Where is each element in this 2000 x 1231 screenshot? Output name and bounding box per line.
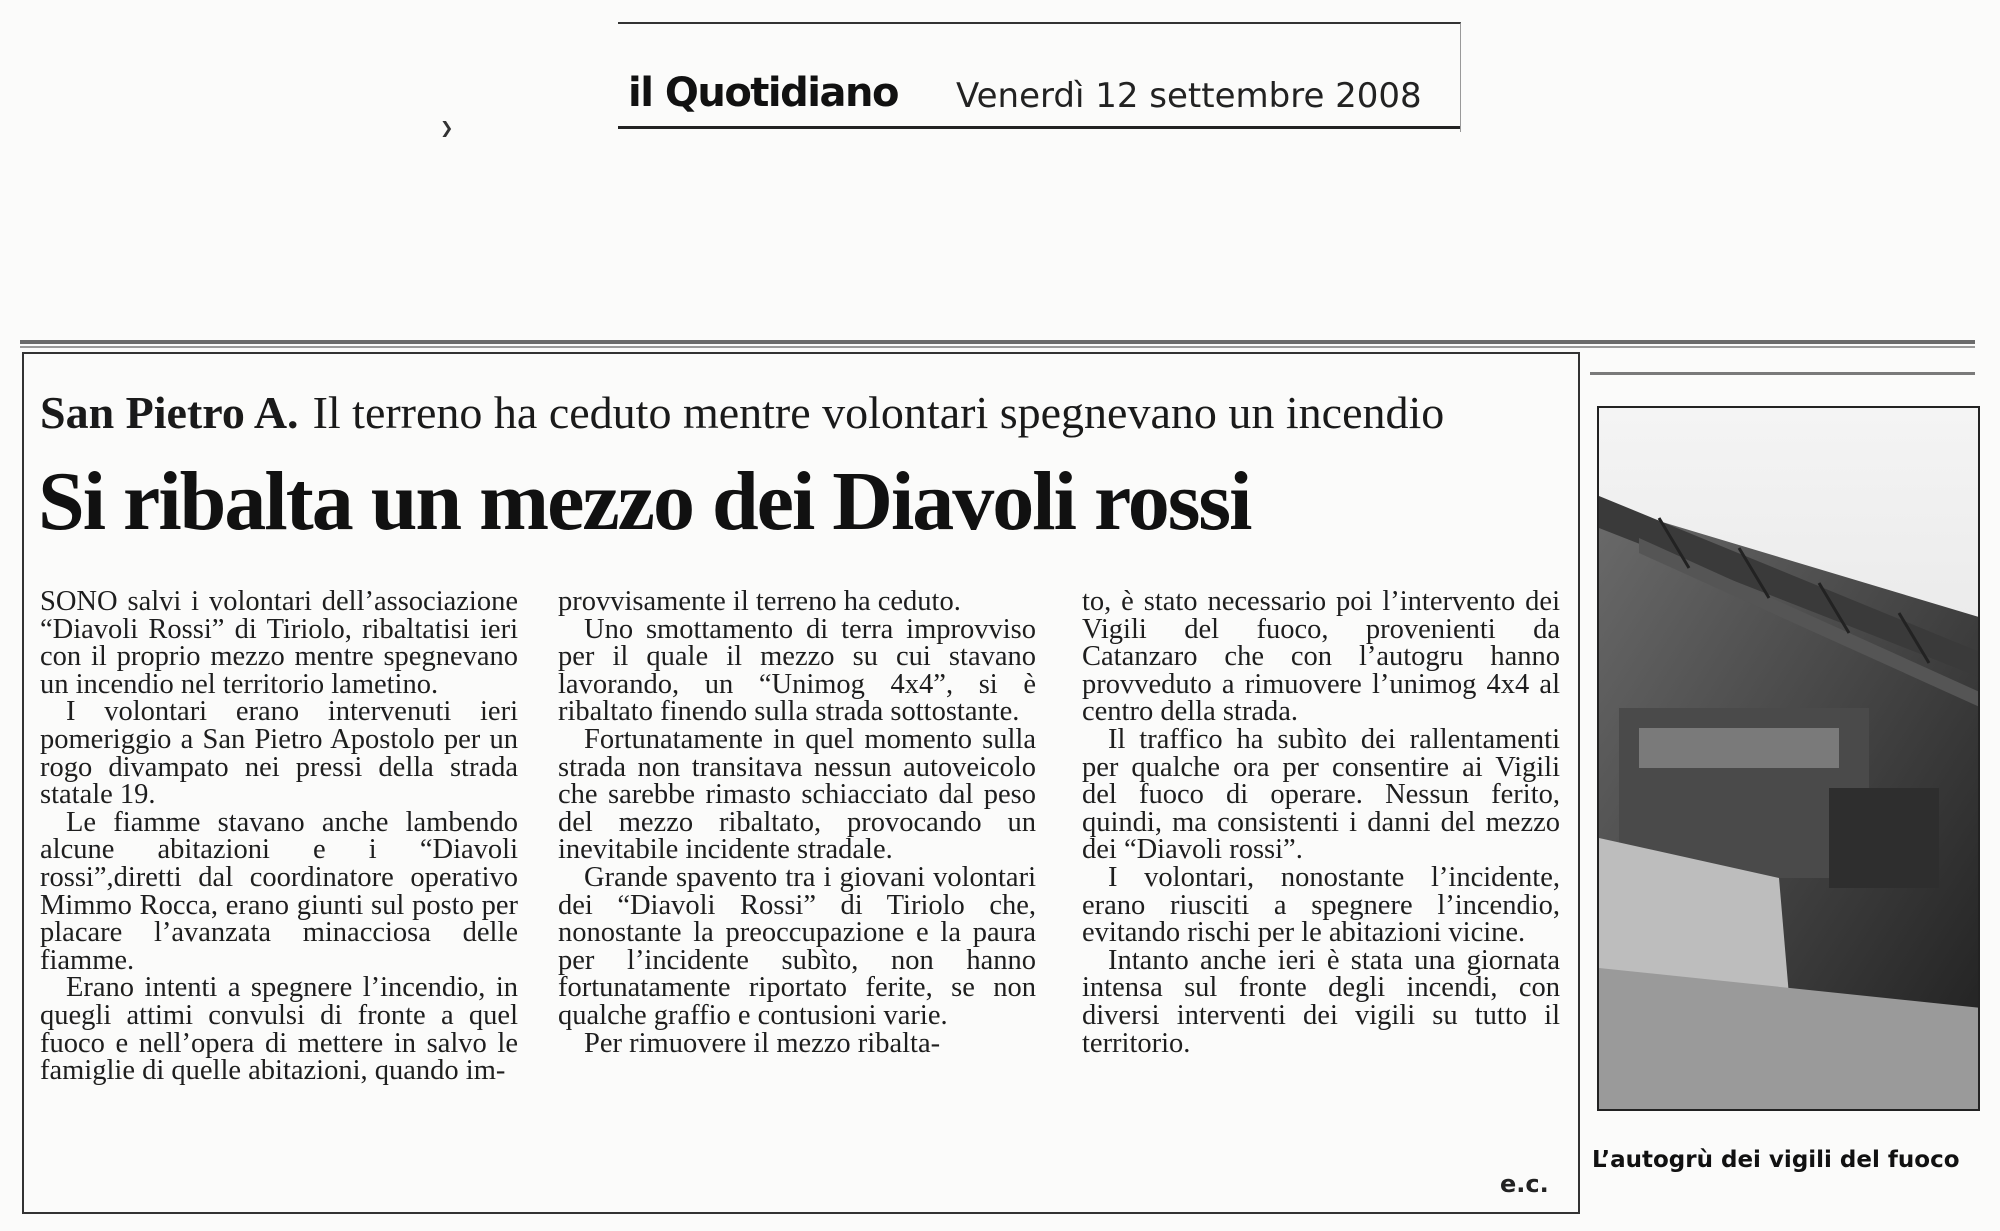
paragraph: Uno smottamento di terra improvviso per il quale il mezzo su cui stavano lavorando, un “Unimog 4x4”, si è ribaltato finendo sulla strada sottostante. [558, 613, 1036, 728]
paragraph: I volontari, nonostante l’incidente, erano riusciti a spegnere l’incendio, evitando rischi per le abitazioni vicine. [1082, 861, 1560, 949]
top-rule-thin [20, 346, 1975, 348]
paragraph: Il traffico ha subìto dei rallentamenti per qualche ora per consentire ai Vigili del fuoco di operare. Nessun ferito, quindi, ma consistenti i danni del mezzo dei “Diavoli rossi”. [1082, 723, 1560, 866]
paragraph: provvisamente il terreno ha ceduto. [558, 586, 961, 617]
masthead-clipping [618, 22, 1461, 132]
article-kicker [40, 385, 1444, 441]
article-column-3 [1082, 588, 1560, 1057]
scan-speck: ❯ [440, 118, 454, 137]
paragraph: to, è stato necessario poi l’intervento dei Vigili del fuoco, provenienti da Catanzaro che con l’autogru hanno provveduto a rimuovere l’unimog 4x4 al centro della strada. [1082, 586, 1560, 728]
crane-photo-illustration [1599, 408, 1980, 1111]
paragraph: Le fiamme stavano anche lambendo alcune abitazioni e i “Diavoli rossi”,diretti dal coordinatore operativo Mimmo Rocca, erano giunti sul posto per placare l’avanzata minacciosa delle fiamme. [40, 806, 518, 976]
paragraph: Grande spavento tra i giovani volontari dei “Diavoli Rossi” di Tiriolo che, nonostante la preoccupazione e la paura per l’incidente subìto, non hanno fortunatamente riportato ferite, se non qualche graffio e contusioni varie. [558, 861, 1036, 1031]
paragraph: Fortunatamente in quel momento sulla strada non transitava nessun autoveicolo che sarebbe rimasto schiacciato dal peso del mezzo ribaltato, provocando un inevitabile incidente stradale. [558, 723, 1036, 866]
newspaper-name: il Quotidiano [628, 70, 898, 116]
author-initials: e.c. [1500, 1170, 1549, 1198]
paragraph: Erano intenti a spegnere l’incendio, in quegli attimi convulsi di fronte a quel fuoco e nell’opera di mettere in salvo le famiglie di quelle abitazioni, quando im- [40, 972, 518, 1087]
photo-top-rule [1590, 372, 1975, 375]
issue-date: Venerdì 12 settembre 2008 [956, 76, 1422, 116]
paragraph: I volontari erano intervenuti ieri pomeriggio a San Pietro Apostolo per un rogo divampato nei pressi della strada statale 19. [40, 696, 518, 811]
top-rule [20, 340, 1975, 344]
article-photo [1597, 406, 1980, 1111]
photo-caption: L’autogrù dei vigili del fuoco [1592, 1147, 1960, 1173]
kicker-text: Il terreno ha ceduto mentre volontari spegnevano un incendio [312, 387, 1445, 438]
article-column-2 [558, 588, 1036, 1057]
article-headline: Si ribalta un mezzo dei Diavoli rossi [38, 455, 1251, 548]
paragraph: Intanto anche ieri è stata una giornata intensa sul fronte degli incendi, con diversi interventi dei vigili su tutto il territorio. [1082, 944, 1560, 1059]
kicker-location: San Pietro A. [40, 387, 299, 438]
paragraph: SONO salvi i volontari dell’associazione “Diavoli Rossi” di Tiriolo, ribaltatisi ieri con il proprio mezzo mentre spegnevano un incendio nel territorio lametino. [40, 586, 518, 700]
paragraph: Per rimuovere il mezzo ribalta- [584, 1027, 941, 1059]
article-column-1 [40, 588, 518, 1085]
masthead-rule [618, 126, 1460, 129]
